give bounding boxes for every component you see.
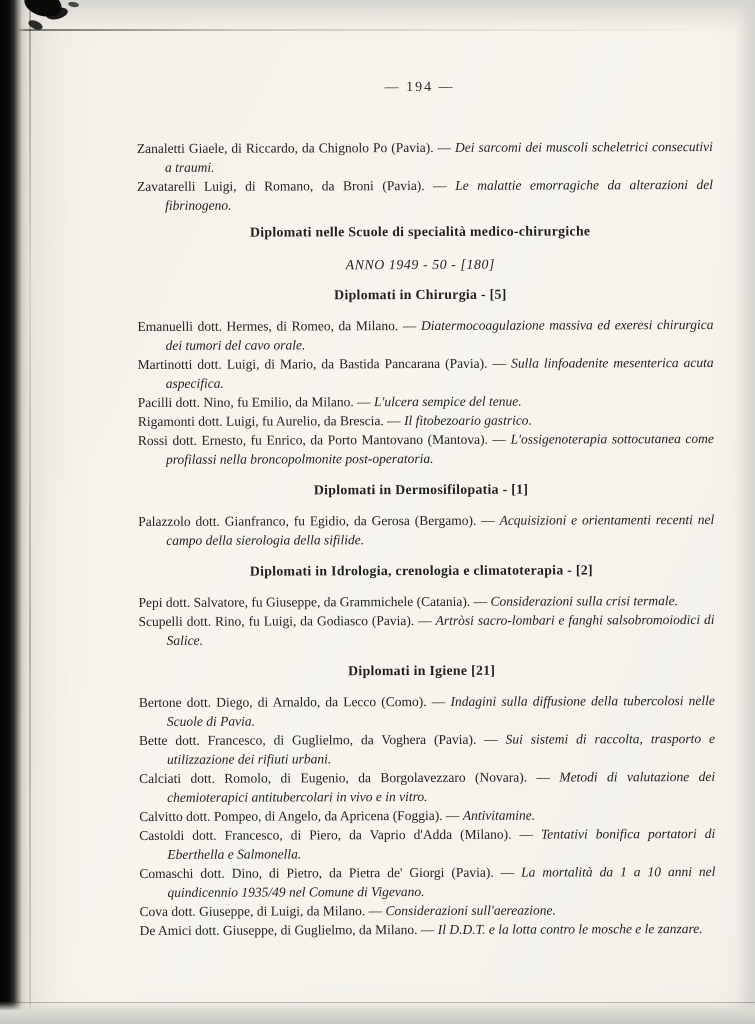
- section-igiene: [129, 662, 716, 940]
- entry-thesis-title: Considerazioni sulla crisi termale.: [490, 593, 679, 609]
- entry-thesis-title: Acquisizioni e orientamenti recenti nel campo della sierologia della sifilide.: [166, 511, 715, 548]
- graduate-entry: [128, 353, 714, 393]
- entry-name: Bertone dott. Diego, di Arnaldo, da Lecco (Como). —: [138, 693, 446, 710]
- graduate-entry: [129, 824, 715, 864]
- graduate-entry: [128, 410, 714, 431]
- continued-graduate-list: [127, 137, 713, 215]
- entry-name: Bette dott. Francesco, di Guglielmo, da Voghera (Pavia). —: [138, 731, 498, 748]
- graduate-entry: [128, 429, 714, 469]
- graduate-entry: [130, 919, 716, 940]
- entry-thesis-title: La mortalità da 1 a 10 anni nel quindicennio 1935/49 nel Comune di Vigevano.: [167, 863, 716, 900]
- entry-name: Castoldi dott. Francesco, di Piero, da Vaprio d'Adda (Milano). —: [139, 826, 534, 843]
- entry-name: De Amici dott. Giuseppe, di Guglielmo, da Milano. —: [139, 921, 435, 938]
- section-heading: Diplomati in Igiene [21]: [348, 662, 496, 679]
- graduate-entry: [127, 137, 713, 177]
- entry-thesis-title: Sulla linfoadenite mesenterica acuta aspecifica.: [165, 354, 714, 391]
- section-dermosifilopatia: [128, 481, 714, 550]
- graduate-entry: [128, 510, 714, 550]
- entry-thesis-title: Antivitamine.: [462, 807, 536, 823]
- entry-thesis-title: Le malattie emorragiche da alterazioni del fibrinogeno.: [165, 176, 714, 213]
- section-heading: Diplomati in Chirurgia - [5]: [334, 286, 507, 303]
- entry-name: Palazzolo dott. Gianfranco, fu Egidio, da Gerosa (Bergamo). —: [138, 512, 495, 529]
- scan-streak: [29, 0, 31, 1024]
- entry-thesis-title: Tentativi bonifica portatori di Eberthella e Salmonella.: [167, 825, 716, 862]
- graduate-entry: [129, 862, 715, 902]
- entry-name: Calciati dott. Romolo, di Eugenio, da Borgolavezzaro (Novara). —: [139, 769, 551, 786]
- entry-thesis-title: Considerazioni sull'aereazione.: [385, 902, 556, 919]
- entry-thesis-title: Sui sistemi di raccolta, trasporto e utilizzazione dei rifiuti urbani.: [166, 730, 715, 767]
- entry-name: Pacilli dott. Nino, fu Emilio, da Milano. —: [137, 394, 371, 410]
- graduate-entry: [128, 391, 714, 412]
- graduate-entry: [130, 900, 716, 921]
- section-heading: Diplomati in Idrologia, crenologia e climatoterapia - [2]: [249, 562, 593, 579]
- graduate-entry: [129, 767, 715, 807]
- entry-thesis-title: L'ulcera sempice del tenue.: [373, 393, 522, 410]
- graduate-entry: [129, 691, 715, 731]
- entry-name: Scupelli dott. Rino, fu Luigi, da Godiasco (Pavia). —: [138, 612, 432, 629]
- entry-thesis-title: Diatermocoagulazione massiva ed exeresi chirurgica dei tumori del cavo orale.: [165, 316, 714, 353]
- scan-bottom-shadow: [0, 1002, 755, 1024]
- entry-thesis-title: Il D.D.T. e la lotta contro le mosche e le zanzare.: [437, 921, 703, 937]
- page-right-edge-shadow: [737, 0, 755, 1024]
- section-idrologia: [128, 562, 714, 650]
- graduate-entry: [129, 805, 715, 826]
- entry-name: Pepi dott. Salvatore, fu Giuseppe, da Grammichele (Catania). —: [138, 593, 488, 610]
- entry-name: Emanuelli dott. Hermes, di Romeo, da Milano. —: [137, 318, 417, 334]
- page-number: — 194 —: [384, 79, 455, 96]
- entry-thesis-title: Dei sarcomi dei muscoli scheletrici consecutivi a traumi.: [164, 138, 713, 175]
- main-heading: Diplomati nelle Scuole di specialità medico-chirurgiche: [249, 223, 591, 240]
- graduate-entry: [129, 729, 715, 769]
- page-bottom-edge: [0, 1002, 755, 1003]
- page-content: [126, 0, 715, 940]
- graduate-entry: [127, 175, 713, 215]
- entry-thesis-title: Artròsi sacro-lombari e fanghi salsobromoiodici di Salice.: [166, 611, 715, 648]
- entry-thesis-title: Il fitobezoario gastrico.: [404, 412, 532, 429]
- entry-name: Comaschi dott. Dino, di Pietro, da Pietra de' Giorgi (Pavia). —: [139, 864, 515, 881]
- academic-year-heading: ANNO 1949 - 50 - [180]: [345, 256, 495, 273]
- entry-thesis-title: L'ossigenoterapia sottocutanea come profilassi nella broncopolmonite post-operatoria.: [165, 430, 714, 467]
- graduate-entry: [128, 591, 714, 612]
- entry-thesis-title: Metodi di valutazione dei chemioterapici antitubercolari in vivo e in vitro.: [167, 768, 716, 805]
- entry-name: Cova dott. Giuseppe, di Luigi, da Milano. —: [139, 903, 383, 919]
- entry-thesis-title: Indagini sulla diffusione della tubercolosi nelle Scuole di Pavia.: [166, 692, 715, 729]
- graduate-entry: [128, 610, 714, 650]
- entry-name: Zavatarelli Luigi, di Romano, da Broni (Pavia). —: [136, 177, 447, 194]
- binding-shadow: [0, 0, 28, 1024]
- entry-name: Rigamonti dott. Luigi, fu Aurelio, da Brescia. —: [137, 413, 401, 429]
- section-heading: Diplomati in Dermosifilopatia - [1]: [313, 481, 529, 498]
- entry-name: Martinotti dott. Luigi, di Mario, da Bastida Pancarana (Pavia). —: [137, 355, 507, 372]
- entry-name: Zanaletti Giaele, di Riccardo, da Chignolo Po (Pavia). —: [136, 139, 452, 156]
- section-chirurgia: [127, 286, 714, 469]
- graduate-entry: [127, 315, 713, 355]
- entry-name: Calvitto dott. Pompeo, di Angelo, da Apricena (Foggia). —: [139, 807, 460, 824]
- entry-name: Rossi dott. Ernesto, fu Enrico, da Porto Mantovano (Mantova). —: [137, 431, 507, 448]
